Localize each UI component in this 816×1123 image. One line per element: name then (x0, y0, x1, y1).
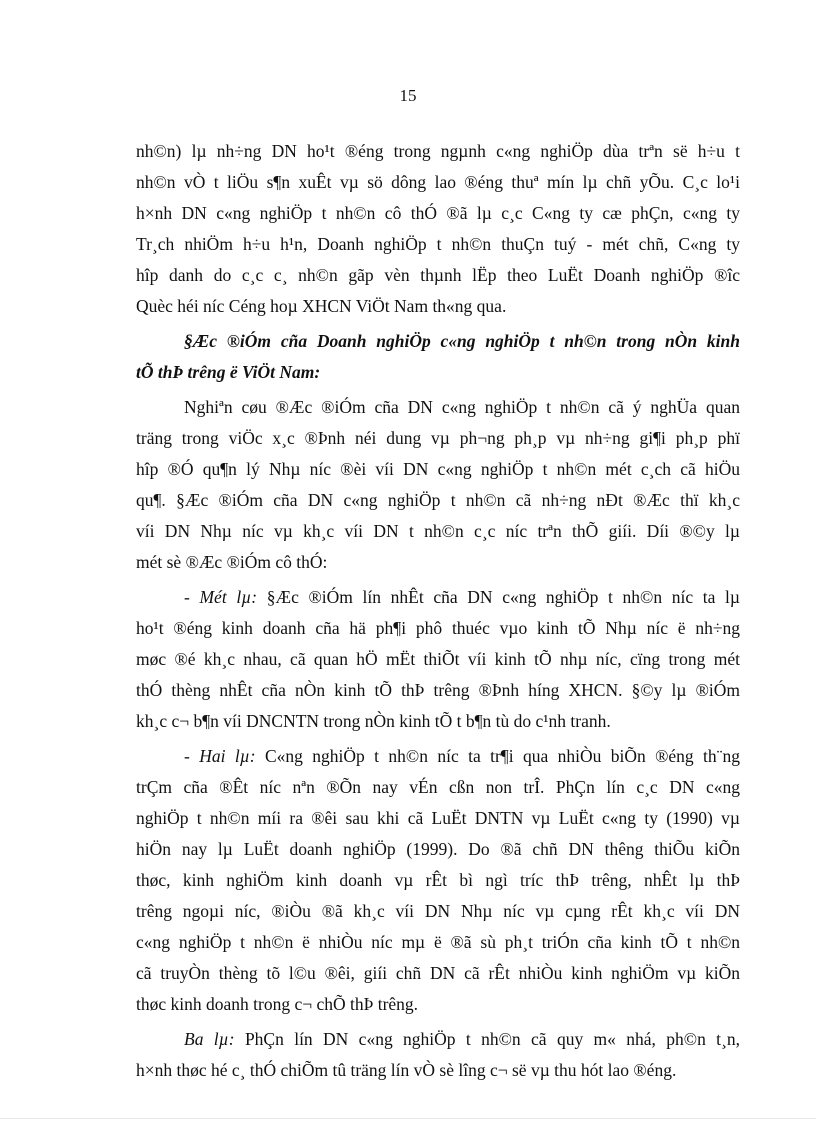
text-line: thÓ thèng nhÊt cña nÒn kinh tÕ thÞ trêng ®Þnh híng XHCN. §©y lµ ®iÓm (136, 680, 740, 700)
text-line: nh©n vÒ t liÖu s¶n xuÊt vµ sö dông lao ®éng thuª mín lµ chñ yÕu. C¸c lo¹i (136, 172, 740, 192)
text-line: kh¸c c¬ b¶n víi DNCNTN trong nÒn kinh tÕ t b¶n tù do c¹nh tranh. (136, 711, 611, 731)
text-line: Quèc héi níc Céng hoµ XHCN ViÖt Nam th«ng qua. (136, 296, 507, 316)
point-text: C«ng nghiÖp t nh©n níc ta tr¶i qua nhiÒu biÕn ®éng th¨ng (255, 746, 740, 766)
text-line: qu¶. §Æc ®iÓm cña DN c«ng nghiÖp t nh©n cã nh÷ng nÐt ®Æc thï kh¸c (136, 490, 740, 510)
point-text: PhÇn lín DN c«ng nghiÖp t nh©n cã quy m« nhá, ph©n t¸n, (234, 1029, 740, 1049)
text-line: Tr¸ch nhiÖm h÷u h¹n, Doanh nghiÖp t nh©n thuÇn tuý - mét chñ, C«ng ty (136, 234, 740, 254)
text-line: trÇm cña ®Êt níc nªn ®Õn nay vÉn cßn non trÎ. PhÇn lín c¸c DN c«ng (136, 777, 740, 797)
text-line: Nghiªn cøu ®Æc ®iÓm cña DN c«ng nghiÖp t nh©n cã ý nghÜa quan (184, 397, 740, 417)
text-line (136, 582, 740, 613)
text-line: träng trong viÖc x¸c ®Þnh néi dung vµ ph¬ng ph¸p vµ nh÷ng gi¶i ph¸p phï (136, 428, 740, 448)
paragraph-4 (136, 741, 740, 1020)
text-line: møc ®é kh¸c nhau, cã quan hÖ mËt thiÕt víi kinh tÕ nhµ níc, cïng trong mét (136, 649, 740, 669)
paragraph-2 (136, 392, 740, 578)
heading-line: §Æc ®iÓm cña Doanh nghiÖp c«ng nghiÖp t nh©n trong nÒn kinh (184, 331, 740, 351)
point-lead: - Mét lµ: (184, 587, 258, 607)
text-line: ho¹t ®éng kinh doanh cña hä ph¶i phô thuéc vµo kinh tÕ Nhµ níc ë nh÷ng (136, 618, 740, 638)
text-line: hîp ®Ó qu¶n lý Nhµ níc ®èi víi DN c«ng nghiÖp t nh©n mét c¸ch cã hiÖu (136, 459, 740, 479)
text-line (136, 1024, 740, 1055)
text-line: hiÖn nay lµ LuËt doanh nghiÖp (1999). Do ®ã chñ DN thêng thiÕu kiÕn (136, 839, 740, 859)
text-line: h×nh DN c«ng nghiÖp t nh©n cô thÓ ®ã lµ c¸c C«ng ty cæ phÇn, c«ng ty (136, 203, 740, 223)
text-line: trêng ngoµi níc, ®iÒu ®ã kh¸c víi DN Nhµ níc vµ cµng rÊt kh¸c víi DN (136, 901, 740, 921)
heading-line: tÕ thÞ trêng ë ViÖt Nam: (136, 362, 321, 382)
paragraph-3 (136, 582, 740, 737)
page-number: 15 (399, 86, 417, 105)
text-line: víi DN Nhµ níc vµ kh¸c víi DN t nh©n c¸c níc trªn thÕ giíi. Díi ®©y lµ (136, 521, 740, 541)
page-edge (0, 1118, 816, 1119)
paragraph-5 (136, 1024, 740, 1086)
paragraph-1 (136, 136, 740, 322)
text-line: nh©n) lµ nh÷ng DN ho¹t ®éng trong ngµnh c«ng nghiÖp dùa trªn së h÷u t (136, 141, 740, 161)
text-line: h×nh thøc hé c¸ thÓ chiÕm tû träng lín vÒ sè lîng c¬ së vµ thu hót lao ®éng. (136, 1060, 677, 1080)
text-line: thøc kinh doanh trong c¬ chÕ thÞ trêng. (136, 994, 419, 1014)
point-text: §Æc ®iÓm lín nhÊt cña DN c«ng nghiÖp t nh©n níc ta lµ (257, 587, 740, 607)
point-lead: - Hai lµ: (184, 746, 256, 766)
document-body (136, 136, 740, 1086)
point-lead: Ba lµ: (184, 1029, 235, 1049)
text-line (136, 741, 740, 772)
text-line: thøc, kinh nghiÖm kinh doanh vµ rÊt bì ngì tríc thÞ trêng, nhÊt lµ thÞ (136, 870, 740, 890)
text-line: nghiÖp t nh©n míi ra ®êi sau khi cã LuËt DNTN vµ LuËt c«ng ty (1990) vµ (136, 808, 740, 828)
text-line: cã truyÒn thèng tõ l©u ®êi, giíi chñ DN cã rÊt nhiÒu kinh nghiÖm vµ kiÕn (136, 963, 740, 983)
text-line: c«ng nghiÖp t nh©n ë nhiÒu níc mµ ë ®ã sù ph¸t triÓn cña kinh tÕ t nh©n (136, 932, 740, 952)
text-line: hîp danh do c¸c c¸ nh©n gãp vèn thµnh lËp theo LuËt Doanh nghiÖp ®îc (136, 265, 740, 285)
text-line: mét sè ®Æc ®iÓm cô thÓ: (136, 552, 328, 572)
section-heading (136, 326, 740, 388)
